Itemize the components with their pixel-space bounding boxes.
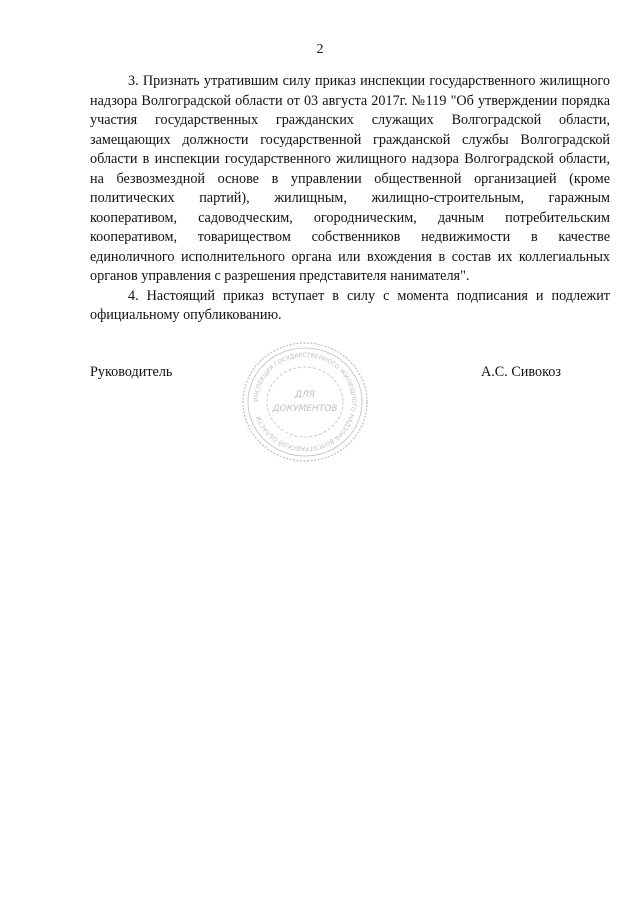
paragraph-item-4: 4. Настоящий приказ вступает в силу с момента подписания и подлежит официальному опубликованию. [90, 287, 610, 323]
stamp-seal-icon [240, 340, 370, 464]
order-body [90, 72, 610, 326]
signatory-name: А.С. Сивокоз [481, 364, 561, 380]
stamp-ring-text: ИНСПЕКЦИЯ ГОСУДАРСТВЕННОГО ЖИЛИЩНОГО НАДЗОРА ВОЛГОГРАДСКОЙ ОБЛАСТИ [252, 351, 358, 453]
paragraph-item-3: 3. Признать утратившим силу приказ инспекции государственного жилищного надзора Волгоградской области от 03 августа 2017г. №119 "Об утверждении порядка участия государственных гражданских служащих Волгоградской области, замещающих должности государственной гражданской службы Волгоградской области в инспекции государственного жилищного надзора Волгоградской области, на безвозмездной основе в управлении общественной организацией (кроме политических партий), жилищным, жилищно-строительным, гаражным кооперативом, садоводческим, огородническим, дачным потребительским кооперативом, товариществом собственников недвижимости в качестве единоличного исполнительного органа или вхождения в состав их коллегиальных органов управления с разрешения представителя нанимателя". [90, 73, 610, 284]
official-stamp [240, 340, 370, 464]
stamp-center-line2: ДОКУМЕНТОВ [272, 404, 338, 414]
signatory-title: Руководитель [90, 364, 173, 380]
page-number: 2 [316, 42, 324, 57]
stamp-center-line1: ДЛЯ [294, 390, 316, 400]
